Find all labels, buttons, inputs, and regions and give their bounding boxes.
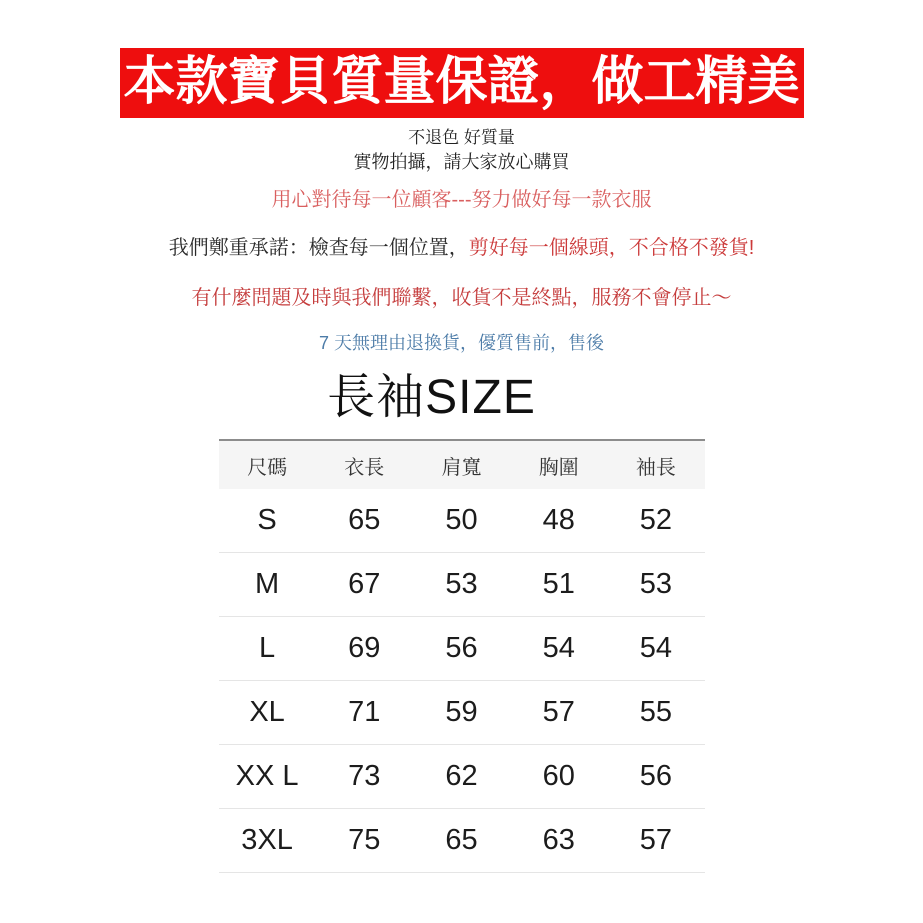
table-cell: 56 [639, 760, 673, 792]
table-cell: 73 [348, 760, 381, 792]
table-cell: 53 [445, 568, 478, 600]
table-cell: 54 [639, 632, 673, 664]
table-cell: 69 [348, 632, 381, 664]
promo-line-contact: 有什麼問題及時與我們聯繫，收貨不是終點，服務不會停止～ [191, 287, 732, 309]
promo-line-promise-red: 剪好每一個線頭，不合格不發貨! [468, 237, 755, 259]
promo-line-real-photo: 實物拍攝，請大家放心購買 [353, 152, 570, 172]
table-cell: 75 [348, 824, 381, 856]
table-header-cell: 袖長 [635, 456, 676, 479]
promo-line-return-policy: 7 天無理由退換貨，優質售前，售後 [318, 333, 604, 353]
table-cell-size: M [255, 568, 280, 600]
table-cell: 57 [542, 696, 575, 728]
table-cell: 48 [542, 504, 575, 536]
quality-guarantee-banner: 本款寶貝質量保證，做工精美 [120, 48, 804, 118]
table-cell-size: XX L [235, 760, 299, 792]
table-cell: 63 [542, 824, 575, 856]
table-cell: 60 [542, 760, 575, 792]
promo-line-service: 用心對待每一位顧客---努力做好每一款衣服 [271, 189, 652, 211]
table-row [219, 553, 705, 617]
table-cell: 71 [348, 696, 381, 728]
table-cell: 50 [445, 504, 478, 536]
table-cell-size: S [257, 504, 277, 536]
promo-line-quality: 不退色 好質量 [408, 128, 515, 147]
promo-line-promise-black: 我們鄭重承諾：檢查每一個位置， [168, 237, 469, 259]
table-row [219, 745, 705, 809]
table-row [219, 617, 705, 681]
table-row [219, 809, 705, 873]
size-table-header-row [219, 439, 705, 489]
promo-line-promise [0, 234, 923, 262]
table-cell: 67 [348, 568, 381, 600]
table-cell-size: 3XL [241, 824, 293, 856]
table-cell: 51 [542, 568, 575, 600]
table-header-cell: 肩寬 [441, 456, 482, 479]
table-cell: 65 [348, 504, 381, 536]
table-cell: 57 [639, 824, 673, 856]
size-chart-title: 長袖SIZE [327, 371, 536, 424]
table-cell: 56 [445, 632, 478, 664]
table-cell: 62 [445, 760, 478, 792]
table-cell: 59 [445, 696, 478, 728]
table-header-cell: 尺碼 [247, 456, 288, 479]
table-header-cell: 胸圍 [538, 456, 579, 479]
table-cell-size: XL [249, 696, 285, 728]
table-row [219, 681, 705, 745]
table-cell: 55 [639, 696, 673, 728]
table-cell-size: L [259, 632, 276, 664]
table-cell: 65 [445, 824, 478, 856]
table-cell: 54 [542, 632, 575, 664]
size-table [219, 439, 705, 873]
table-cell: 52 [639, 504, 673, 536]
table-header-cell: 衣長 [344, 456, 385, 479]
promo-text-block [0, 126, 923, 356]
table-row [219, 489, 705, 553]
table-cell: 53 [639, 568, 673, 600]
